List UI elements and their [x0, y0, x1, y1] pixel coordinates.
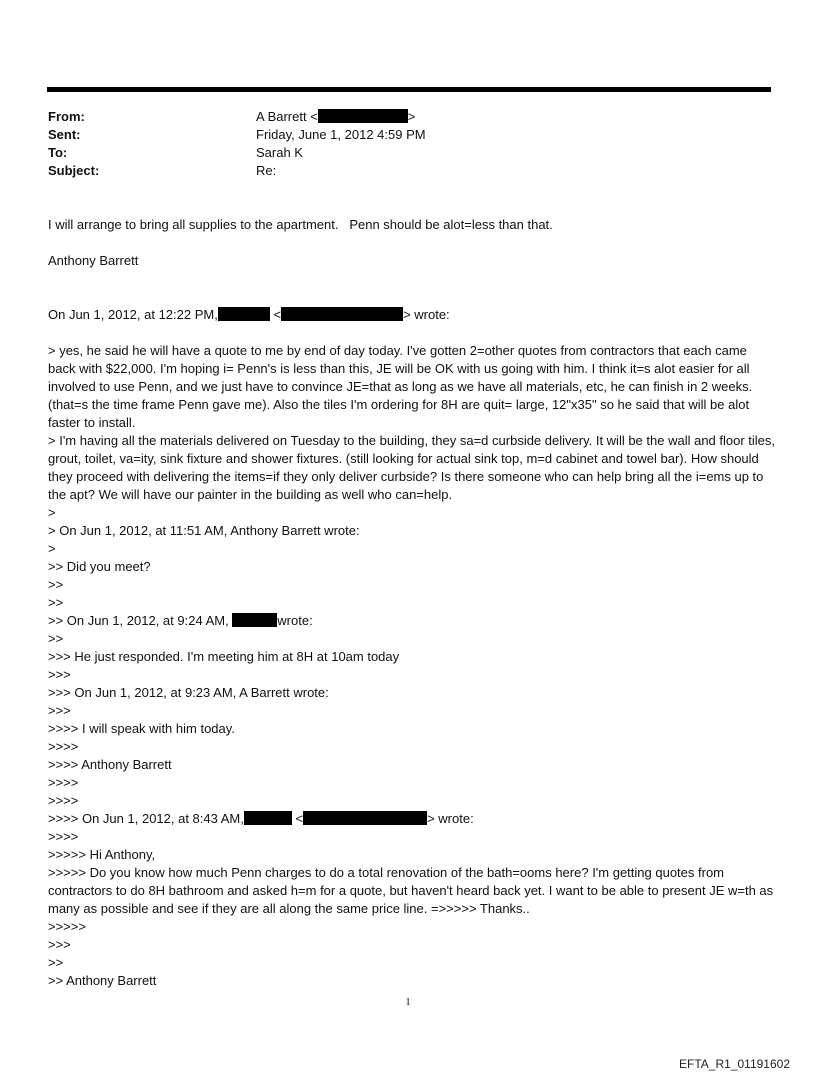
quoted-text: > wrote: [427, 811, 474, 826]
quoted-line: >> [48, 955, 64, 970]
quoted-line: >> Anthony Barrett [48, 973, 157, 988]
quoted-line: >>> [48, 937, 71, 952]
subject-label: Subject: [48, 163, 100, 178]
redaction-block [281, 307, 403, 321]
quote-intro-text: On Jun 1, 2012, at 12:22 PM, [48, 307, 218, 322]
redaction-block [318, 109, 408, 123]
quoted-text: wrote: [277, 613, 313, 628]
quoted-line: >>> On Jun 1, 2012, at 9:23 AM, A Barrett wrote: [48, 685, 329, 700]
quoted-paragraph: > yes, he said he will have a quote to me by end of day today. I've gotten 2=other quotes from contractors that each came back with $22,000. I'm hoping i= Penn's is less than this, JE will be OK with us going with him. I think it=s alot easier for all involved to use Penn, and we just have to convince JE=that as long as we have all materials, etc, he can finish in 2 weeks. (that=s the time frame Penn gave me). Also the tiles I'm ordering for 8H are quit= large, 12"x35" so he said that will be alot faster to install. [48, 343, 756, 430]
quoted-line: >> [48, 577, 64, 592]
quoted-paragraph: >>>>> Do you know how much Penn charges to do a total renovation of the bath=ooms here? I'm getting quotes from contractors to do 8H bathroom and asked h=m for a quote, but haven't heard back yet. I want to be able to present JE w=th as many as possible and see if they are all along the same price line. =>>>>> Thanks.. [48, 865, 777, 916]
quoted-line: >> [48, 631, 64, 646]
quoted-line: >> Did you meet? [48, 559, 151, 574]
page-number: 1 [405, 996, 411, 1008]
redaction-block [218, 307, 270, 321]
quoted-paragraph: > I'm having all the materials delivered on Tuesday to the building, they sa=d curbside delivery. It will be the wall and floor tiles, grout, toilet, va=ity, sink fixture and shower fixtures. (still looking for actual sink top, m=d cabinet and towel bar). How should they proceed with delivering the items=if they only deliver curbside? Is there someone who can help bring all the i=ems up to the apt? We will have our painter in the building as well who can=help. [48, 433, 779, 502]
quoted-line: >>>>> Hi Anthony, [48, 847, 156, 862]
subject-row [48, 162, 426, 180]
signature: Anthony Barrett [48, 253, 139, 268]
email-body [48, 216, 779, 990]
quoted-line: >>>> Anthony Barrett [48, 757, 172, 772]
quoted-line: >>>> [48, 775, 79, 790]
to-value: Sarah K [256, 145, 303, 160]
body-line: I will arrange to bring all supplies to the apartment. Penn should be alot=less than that. [48, 217, 553, 232]
quoted-line: > [48, 541, 56, 556]
quoted-text: >> On Jun 1, 2012, at 9:24 AM, [48, 613, 233, 628]
quote-intro-text: < [269, 307, 282, 322]
header-rule [47, 87, 771, 92]
from-value [256, 108, 415, 126]
from-name: A Barrett < [256, 109, 318, 124]
quoted-line: > On Jun 1, 2012, at 11:51 AM, Anthony Barrett wrote: [48, 523, 360, 538]
quoted-line: >>> He just responded. I'm meeting him at 8H at 10am today [48, 649, 400, 664]
quote-intro [48, 306, 776, 324]
quoted-text: >>>> On Jun 1, 2012, at 8:43 AM, [48, 811, 244, 826]
from-close: > [407, 109, 416, 124]
to-label: To: [48, 145, 68, 160]
from-row [48, 108, 426, 126]
sent-value: Friday, June 1, 2012 4:59 PM [256, 127, 426, 142]
quoted-line: >>>>> [48, 919, 86, 934]
quoted-line [48, 612, 776, 630]
sent-label: Sent: [48, 127, 81, 142]
quoted-text: < [291, 811, 304, 826]
redaction-block [232, 613, 277, 627]
quoted-line: >>>> I will speak with him today. [48, 721, 235, 736]
quoted-line: >> [48, 595, 64, 610]
quoted-line: > [48, 505, 56, 520]
email-header [48, 108, 426, 180]
subject-value: Re: [256, 163, 277, 178]
quoted-line: >>>> [48, 793, 79, 808]
to-row [48, 144, 426, 162]
quoted-line: >>> [48, 667, 71, 682]
redaction-block [244, 811, 292, 825]
quoted-line: >>> [48, 703, 71, 718]
quoted-line: >>>> [48, 829, 79, 844]
quote-intro-text: > wrote: [403, 307, 450, 322]
quoted-line: >>>> [48, 739, 79, 754]
document-id: EFTA_R1_01191602 [679, 1057, 790, 1071]
sent-row [48, 126, 426, 144]
quoted-line [48, 810, 776, 828]
from-label: From: [48, 109, 85, 124]
redaction-block [303, 811, 427, 825]
